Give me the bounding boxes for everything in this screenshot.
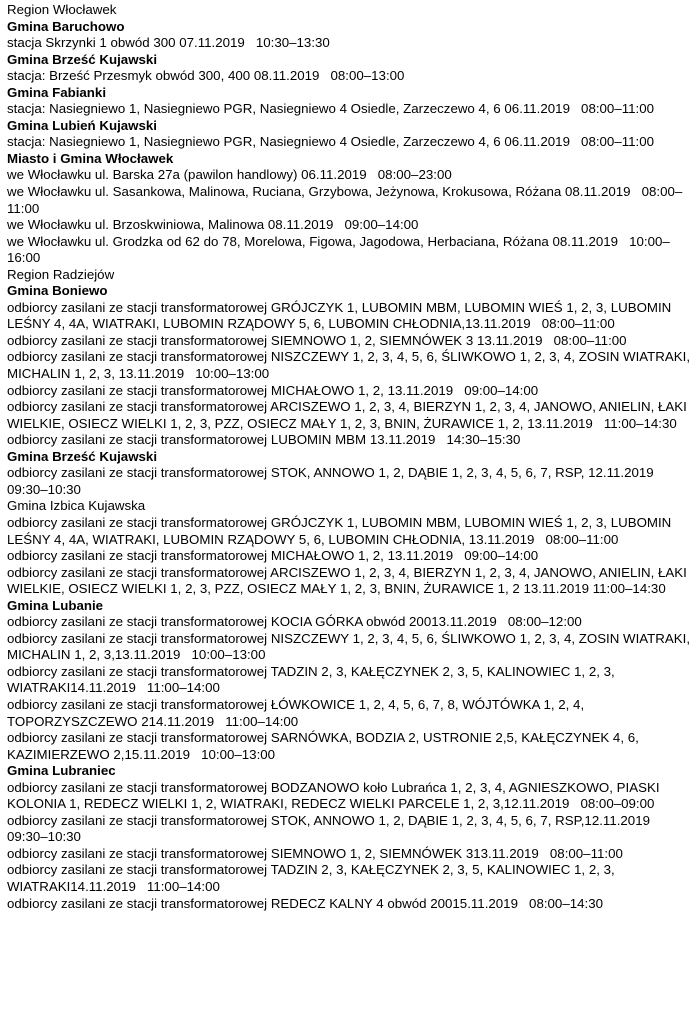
gmina-heading: Gmina Brześć Kujawski — [7, 51, 158, 67]
region-heading: Region Włocławek — [7, 2, 117, 17]
gmina-heading: Gmina Baruchowo — [7, 18, 125, 34]
document-body — [7, 2, 693, 912]
outage-entry: odbiorcy zasilani ze stacji transformatorowej TADZIN 2, 3, KAŁĘCZYNEK 2, 3, 5, KALINOWIEC 1, 2, 3, WIATRAKI14.11.2019 11:00–14:00 — [7, 663, 619, 696]
outage-entry: odbiorcy zasilani ze stacji transformatorowej ARCISZEWO 1, 2, 3, 4, BIERZYN 1, 2, 3, 4, JANOWO, ANIELIN, ŁAKI WIELKIE, OSIECZ WIELKI 1, 2, 3, PZZ, OSIECZ MAŁY 1, 2, 3, BNIN, ŻURAWICE 1, 2 13.11.2019 11:00–14:30 — [7, 564, 691, 597]
outage-entry: odbiorcy zasilani ze stacji transformatorowej TADZIN 2, 3, KAŁĘCZYNEK 2, 3, 5, KALINOWIEC 1, 2, 3, WIATRAKI14.11.2019 11:00–14:00 — [7, 862, 619, 894]
outage-entry: odbiorcy zasilani ze stacji transformatorowej MICHAŁOWO 1, 2, 13.11.2019 09:00–14:00 — [7, 382, 539, 398]
gmina-heading: Miasto i Gmina Włocławek — [7, 150, 174, 166]
outage-entry: odbiorcy zasilani ze stacji transformatorowej KOCIA GÓRKA obwód 20013.11.2019 08:00–12:00 — [7, 614, 582, 630]
gmina-heading: Gmina Izbica Kujawska — [7, 498, 146, 514]
outage-entry: stacja: Nasiegniewo 1, Nasiegniewo PGR, Nasiegniewo 4 Osiedle, Zarzeczewo 4, 6 06.11.2019 08:00–11:00 — [7, 101, 655, 117]
outage-entry: stacja Skrzynki 1 obwód 300 07.11.2019 10:30–13:30 — [7, 35, 330, 51]
outage-entry: we Włocławku ul. Grodzka od 62 do 78, Morelowa, Figowa, Jagodowa, Herbaciana, Różana 08.11.2019 10:00–16:00 — [7, 233, 670, 266]
outage-entry: odbiorcy zasilani ze stacji transformatorowej SIEMNOWO 1, 2, SIEMNÓWEK 313.11.2019 08:00–11:00 — [7, 845, 623, 861]
outage-entry: odbiorcy zasilani ze stacji transformatorowej STOK, ANNOWO 1, 2, DĄBIE 1, 2, 3, 4, 5, 6, 7, RSP, 12.11.2019 09:30–10:30 — [7, 465, 665, 497]
gmina-heading: Gmina Fabianki — [7, 84, 107, 100]
outage-entry: odbiorcy zasilani ze stacji transformatorowej STOK, ANNOWO 1, 2, DĄBIE 1, 2, 3, 4, 5, 6, 7, RSP,12.11.2019 09:30–10:30 — [7, 812, 662, 845]
outage-entry: stacja: Brześć Przesmyk obwód 300, 400 08.11.2019 08:00–13:00 — [7, 68, 405, 84]
outage-entry: stacja: Nasiegniewo 1, Nasiegniewo PGR, Nasiegniewo 4 Osiedle, Zarzeczewo 4, 6 06.11.2019 08:00–11:00 — [7, 134, 655, 150]
outage-entry: odbiorcy zasilani ze stacji transformatorowej NISZCZEWY 1, 2, 3, 4, 5, 6, ŚLIWKOWO 1, 2, 3, 4, ZOSIN WIATRAKI, MICHALIN 1, 2, 3, 13.11.2019 10:00–13:00 — [7, 349, 694, 382]
outage-entry: odbiorcy zasilani ze stacji transformatorowej ARCISZEWO 1, 2, 3, 4, BIERZYN 1, 2, 3, 4, JANOWO, ANIELIN, ŁAKI WIELKIE, OSIECZ WIELKI 1, 2, 3, PZZ, OSIECZ MAŁY 1, 2, 3, BNIN, ŻURAWICE 1, 2, 13.11.2019 11:00–14:30 — [7, 399, 691, 431]
gmina-heading: Gmina Lubraniec — [7, 763, 116, 779]
region-heading: Region Radziejów — [7, 266, 115, 282]
outage-entry: we Włocławku ul. Sasankowa, Malinowa, Ruciana, Grzybowa, Jeżynowa, Krokusowa, Różana 08.11.2019 08:00–11:00 — [7, 184, 683, 216]
gmina-heading: Gmina Lubanie — [7, 597, 104, 613]
outage-entry: odbiorcy zasilani ze stacji transformatorowej REDECZ KALNY 4 obwód 20015.11.2019 08:00–14:30 — [7, 895, 603, 911]
outage-entry: odbiorcy zasilani ze stacji transformatorowej SIEMNOWO 1, 2, SIEMNÓWEK 3 13.11.2019 08:00–11:00 — [7, 332, 627, 348]
outage-entry: odbiorcy zasilani ze stacji transformatorowej NISZCZEWY 1, 2, 3, 4, 5, 6, ŚLIWKOWO 1, 2, 3, 4, ZOSIN WIATRAKI, MICHALIN 1, 2, 3,13.11.2019 10:00–13:00 — [7, 630, 694, 663]
outage-entry: odbiorcy zasilani ze stacji transformatorowej LUBOMIN MBM 13.11.2019 14:30–15:30 — [7, 432, 521, 448]
outage-entry: odbiorcy zasilani ze stacji transformatorowej GRÓJCZYK 1, LUBOMIN MBM, LUBOMIN WIEŚ 1, 2, 3, LUBOMIN LEŚNY 4, 4A, WIATRAKI, LUBOMIN RZĄDOWY 5, 6, LUBOMIN CHŁODNIA, 13.11.2019 08:00–11:00 — [7, 514, 675, 547]
outage-entry: odbiorcy zasilani ze stacji transformatorowej SARNÓWKA, BODZIA 2, USTRONIE 2,5, KAŁĘCZYNEK 4, 6, KAZIMIERZEWO 2,15.11.2019 10:00–13:00 — [7, 730, 643, 762]
outage-entry: we Włocławku ul. Barska 27a (pawilon handlowy) 06.11.2019 08:00–23:00 — [7, 167, 452, 183]
gmina-heading: Gmina Brześć Kujawski — [7, 448, 158, 464]
outage-entry: we Włocławku ul. Brzoskwiniowa, Malinowa 08.11.2019 09:00–14:00 — [7, 217, 419, 233]
outage-entry: odbiorcy zasilani ze stacji transformatorowej ŁÓWKOWICE 1, 2, 4, 5, 6, 7, 8, WÓJTÓWKA 1, 2, 4, TOPORZYSZCZEWO 214.11.2019 11:00–14:00 — [7, 696, 588, 729]
outage-entry: odbiorcy zasilani ze stacji transformatorowej BODZANOWO koło Lubrańca 1, 2, 3, 4, AGNIESZKOWO, PIASKI KOLONIA 1, REDECZ WIELKI 1, 2, WIATRAKI, REDECZ WIELKI PARCELE 1, 2, 3,12.11.2019 08:00–09:00 — [7, 779, 664, 812]
gmina-heading: Gmina Boniewo — [7, 283, 108, 299]
outage-entry: odbiorcy zasilani ze stacji transformatorowej GRÓJCZYK 1, LUBOMIN MBM, LUBOMIN WIEŚ 1, 2, 3, LUBOMIN LEŚNY 4, 4A, WIATRAKI, LUBOMIN RZĄDOWY 5, 6, LUBOMIN CHŁODNIA,13.11.2019 08:00–11:00 — [7, 299, 675, 332]
gmina-heading: Gmina Lubień Kujawski — [7, 117, 157, 133]
outage-entry: odbiorcy zasilani ze stacji transformatorowej MICHAŁOWO 1, 2, 13.11.2019 09:00–14:00 — [7, 548, 539, 564]
